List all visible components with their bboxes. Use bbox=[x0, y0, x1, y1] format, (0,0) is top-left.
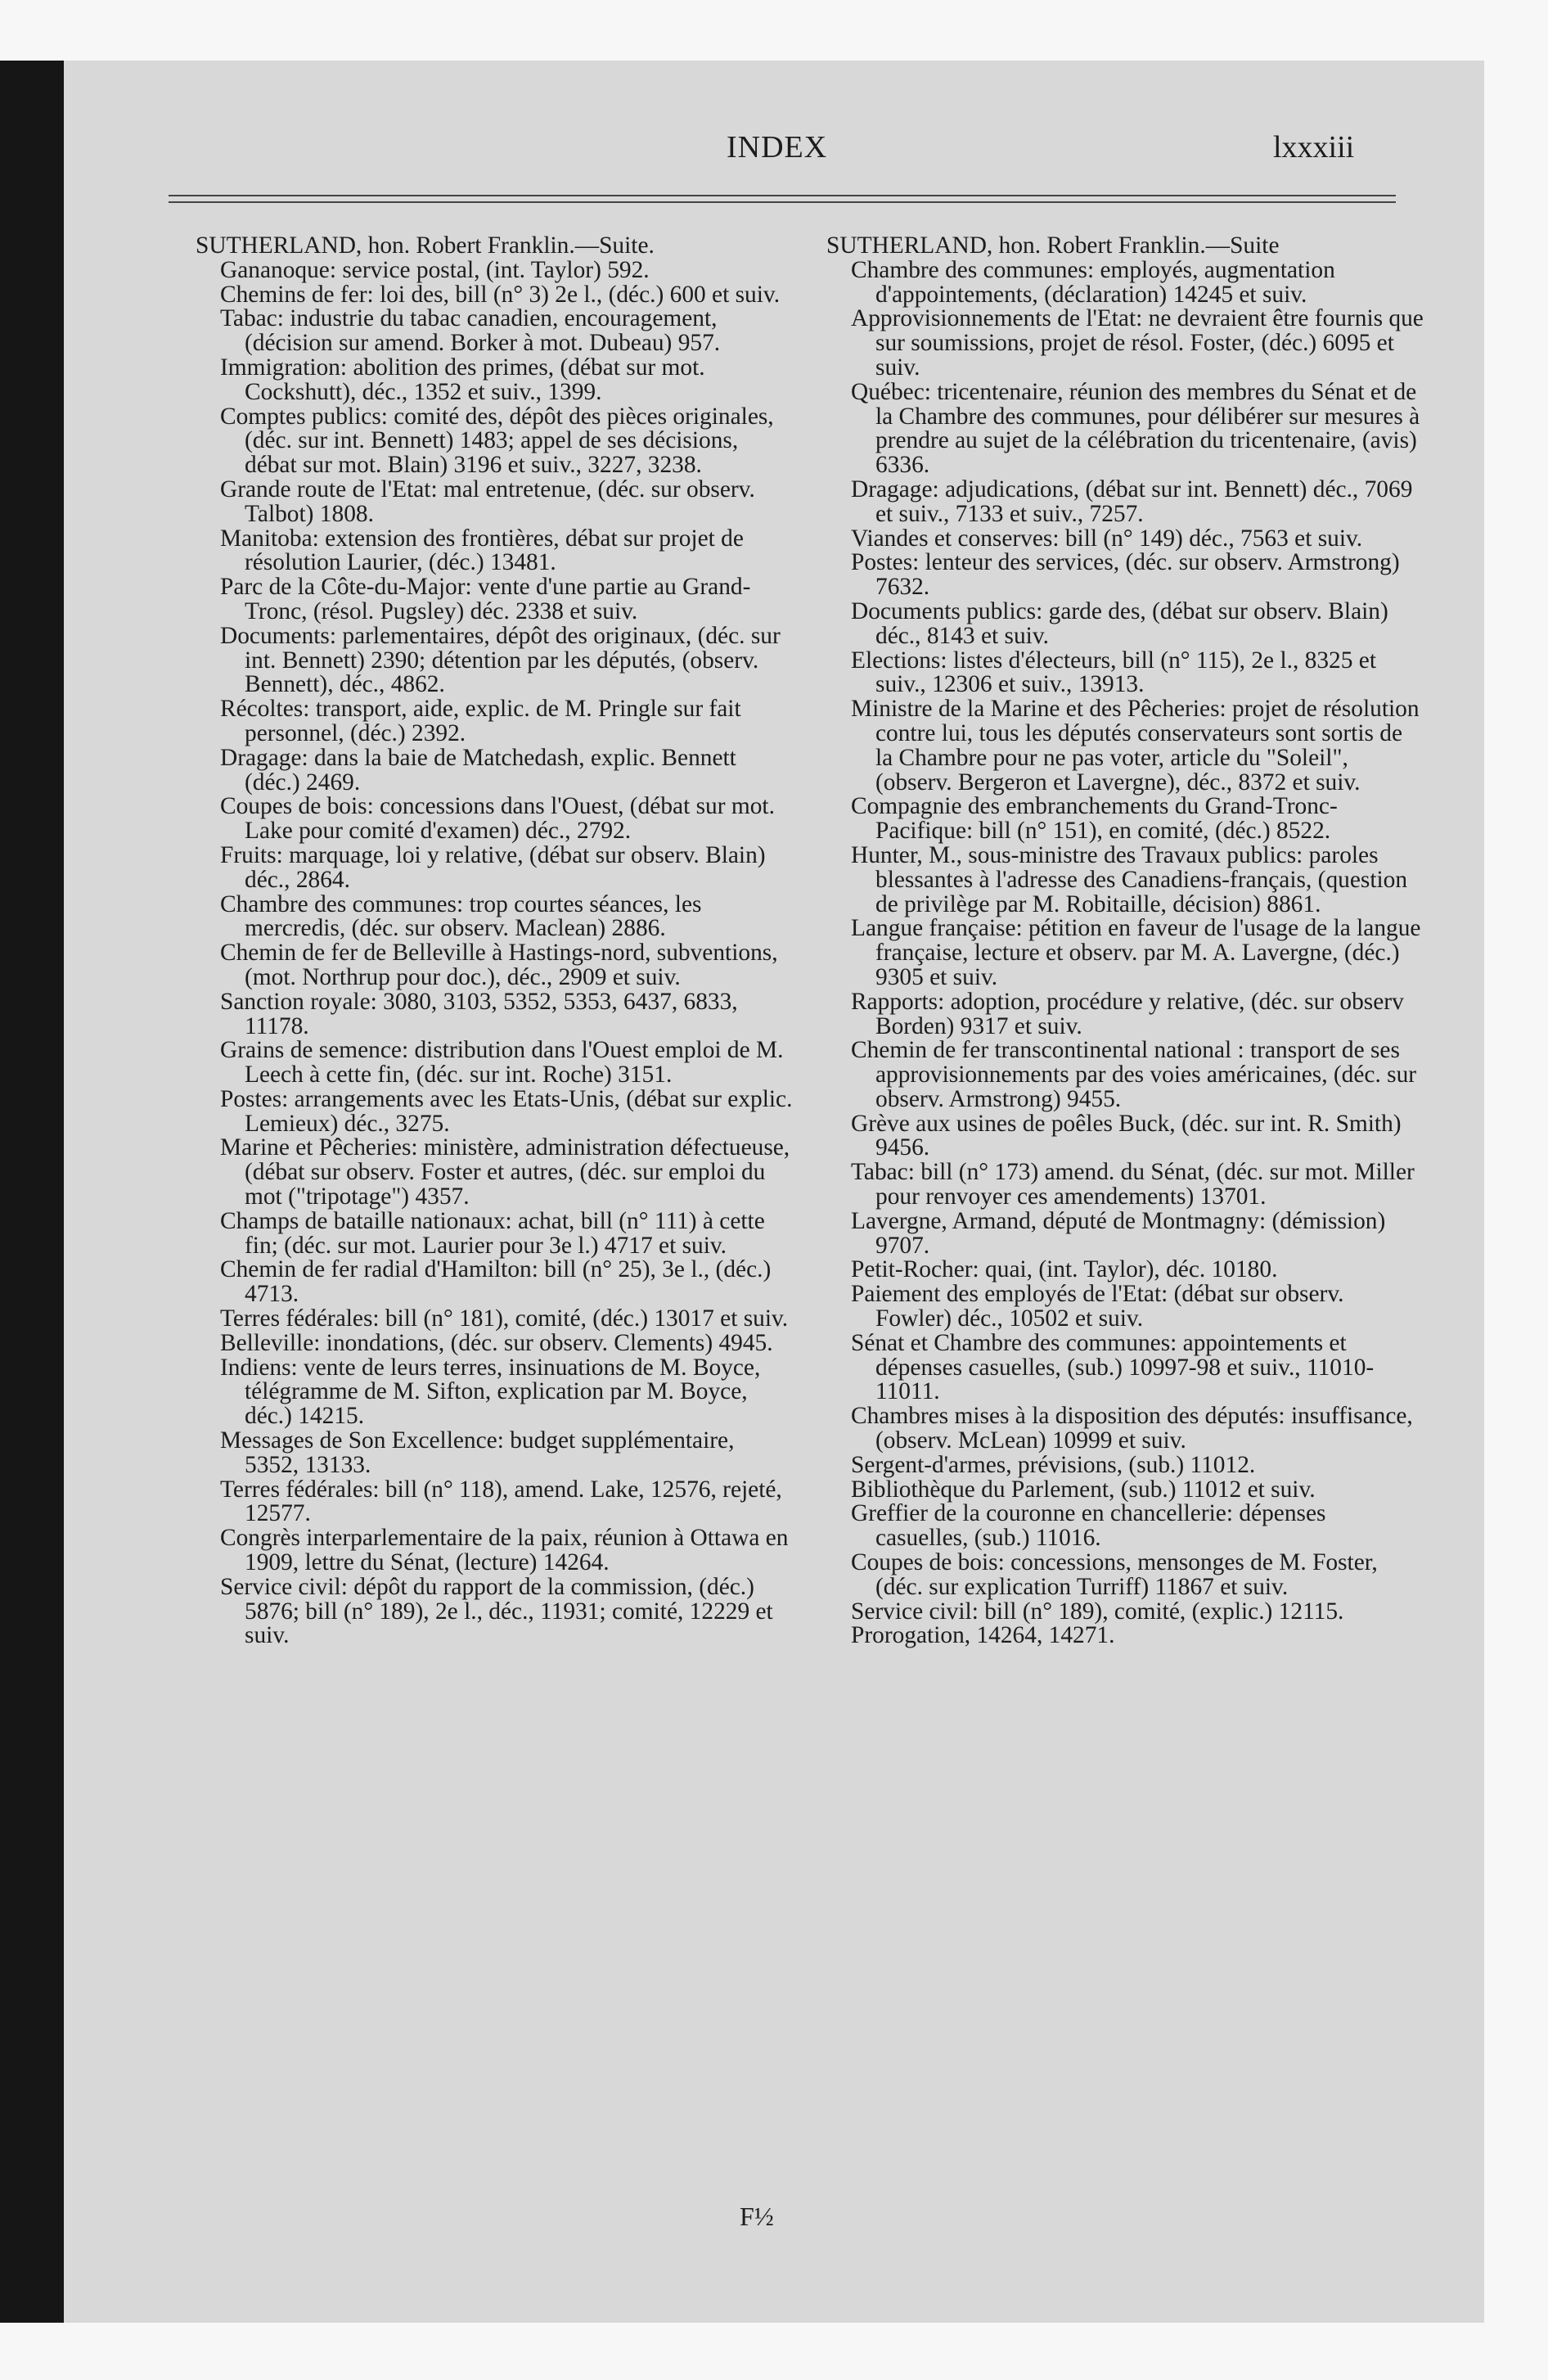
index-entry: Comptes publics: comité des, dépôt des pièces originales, (déc. sur int. Bennett) 1483; appel de ses décisions, débat sur mot. Blain) 3196 et suiv., 3227, 3238. bbox=[220, 403, 774, 479]
header-rule-bottom bbox=[169, 201, 1396, 203]
index-entry: Québec: tricentenaire, réunion des membres du Sénat et de la Chambre des communes, pour délibérer sur mesures à prendre au sujet de la célébration du tricentenaire, (avis) 6336. bbox=[851, 378, 1420, 479]
page-number: lxxxiii bbox=[1273, 130, 1355, 165]
left-column-heading: SUTHERLAND, hon. Robert Franklin.—Suite. bbox=[196, 232, 655, 259]
left-entry-list bbox=[196, 256, 793, 1649]
index-entry: Elections: listes d'électeurs, bill (n° 115), 2e l., 8325 et suiv., 12306 et suiv., 13913. bbox=[851, 647, 1377, 698]
index-entry: Immigration: abolition des primes, (débat sur mot. Cockshutt), déc., 1352 et suiv., 1399. bbox=[220, 354, 705, 405]
index-entry: Service civil: bill (n° 189), comité, (explic.) 12115. bbox=[851, 1598, 1344, 1625]
index-entry: Congrès interparlementaire de la paix, réunion à Ottawa en 1909, lettre du Sénat, (lecture) 14264. bbox=[220, 1525, 789, 1576]
index-entry: Chemins de fer: loi des, bill (n° 3) 2e l., (déc.) 600 et suiv. bbox=[220, 281, 781, 308]
index-entry: Parc de la Côte-du-Major: vente d'une partie au Grand-Tronc, (résol. Pugsley) déc. 2338 et suiv. bbox=[220, 574, 751, 624]
index-entry: Documents publics: garde des, (débat sur observ. Blain) déc., 8143 et suiv. bbox=[851, 597, 1388, 649]
index-entry: Rapports: adoption, procédure y relative, (déc. sur observ Borden) 9317 et suiv. bbox=[851, 988, 1404, 1039]
signature-mark: F½ bbox=[740, 2202, 774, 2231]
index-entry: Terres fédérales: bill (n° 118), amend. Lake, 12576, rejeté, 12577. bbox=[220, 1476, 782, 1527]
index-entry: Sanction royale: 3080, 3103, 5352, 5353, 6437, 6833, 11178. bbox=[220, 988, 738, 1039]
index-entry: Tabac: bill (n° 173) amend. du Sénat, (déc. sur mot. Miller pour renvoyer ces amendements) 13701. bbox=[851, 1159, 1415, 1210]
index-entry: Chemin de fer de Belleville à Hastings-nord, subventions, (mot. Northrup pour doc.), déc., 2909 et suiv. bbox=[220, 940, 778, 990]
index-entry: Compagnie des embranchements du Grand-Tronc-Pacifique: bill (n° 151), en comité, (déc.) 8522. bbox=[851, 793, 1338, 845]
index-entry: Bibliothèque du Parlement, (sub.) 11012 et suiv. bbox=[851, 1476, 1316, 1503]
index-entry: Champs de bataille nationaux: achat, bill (n° 111) à cette fin; (déc. sur mot. Laurier pour 3e l.) 4717 et suiv. bbox=[220, 1207, 765, 1259]
index-entry: Postes: arrangements avec les Etats-Unis, (débat sur explic. Lemieux) déc., 3275. bbox=[220, 1085, 793, 1137]
index-entry: Petit-Rocher: quai, (int. Taylor), déc. 10180. bbox=[851, 1256, 1278, 1283]
scan-margin-bottom bbox=[0, 2323, 1548, 2380]
index-entry: Grève aux usines de poêles Buck, (déc. sur int. R. Smith) 9456. bbox=[851, 1110, 1402, 1161]
index-entry: Viandes et conserves: bill (n° 149) déc., 7563 et suiv. bbox=[851, 525, 1363, 552]
index-entry: Manitoba: extension des frontières, débat sur projet de résolution Laurier, (déc.) 13481. bbox=[220, 525, 744, 576]
index-entry: Greffier de la couronne en chancellerie: dépenses casuelles, (sub.) 11016. bbox=[851, 1500, 1326, 1552]
index-entry: Lavergne, Armand, député de Montmagny: (démission) 9707. bbox=[851, 1207, 1386, 1259]
index-entry: Prorogation, 14264, 14271. bbox=[851, 1622, 1115, 1649]
index-entry: Coupes de bois: concessions dans l'Ouest, (débat sur mot. Lake pour comité d'examen) déc., 2792. bbox=[220, 793, 775, 845]
index-entry: Service civil: dépôt du rapport de la commission, (déc.) 5876; bill (n° 189), 2e l., déc., 11931; comité, 12229 et suiv. bbox=[220, 1573, 773, 1649]
index-entry: Dragage: adjudications, (débat sur int. Bennett) déc., 7069 et suiv., 7133 et suiv., 7257. bbox=[851, 476, 1413, 527]
index-entry: Chemin de fer radial d'Hamilton: bill (n° 25), 3e l., (déc.) 4713. bbox=[220, 1256, 772, 1308]
index-entry: Gananoque: service postal, (int. Taylor) 592. bbox=[220, 256, 650, 283]
scan-margin-top bbox=[0, 0, 1548, 61]
index-entry: Dragage: dans la baie de Matchedash, explic. Bennett (déc.) 2469. bbox=[220, 744, 736, 796]
right-column-heading: SUTHERLAND, hon. Robert Franklin.—Suite bbox=[826, 232, 1280, 259]
index-entry: Ministre de la Marine et des Pêcheries: projet de résolution contre lui, tous les députés conservateurs sont sortis de la Chambre pour ne pas voter, article du "Soleil", (observ. Bergeron et Lavergne), déc., 8372 et suiv. bbox=[851, 696, 1420, 796]
index-entry: Sénat et Chambre des communes: appointements et dépenses casuelles, (sub.) 10997-98 et suiv., 11010-11011. bbox=[851, 1329, 1375, 1405]
index-entry: Indiens: vente de leurs terres, insinuations de M. Boyce, télégramme de M. Sifton, explication par M. Boyce, déc.) 14215. bbox=[220, 1354, 761, 1430]
header-rule-top bbox=[169, 195, 1396, 196]
index-entry: Hunter, M., sous-ministre des Travaux publics: paroles blessantes à l'adresse des Canadiens-français, (question de privilège par M. Robitaille, décision) 8861. bbox=[851, 841, 1408, 917]
index-entry: Paiement des employés de l'Etat: (débat sur observ. Fowler) déc., 10502 et suiv. bbox=[851, 1281, 1344, 1332]
left-index-column bbox=[196, 234, 793, 1648]
index-entry: Postes: lenteur des services, (déc. sur observ. Armstrong) 7632. bbox=[851, 549, 1400, 601]
index-entry: Belleville: inondations, (déc. sur observ. Clements) 4945. bbox=[220, 1329, 773, 1356]
page-title: INDEX bbox=[727, 130, 828, 165]
index-entry: Chambres mises à la disposition des députés: insuffisance, (observ. McLean) 10999 et suiv. bbox=[851, 1403, 1413, 1454]
index-entry: Chambre des communes: trop courtes séances, les mercredis, (déc. sur observ. Maclean) 2886. bbox=[220, 890, 702, 942]
index-entry: Langue française: pétition en faveur de l'usage de la langue française, lecture et observ. par M. A. Lavergne, (déc.) 9305 et suiv. bbox=[851, 915, 1421, 990]
index-entry: Fruits: marquage, loi y relative, (débat sur observ. Blain) déc., 2864. bbox=[220, 841, 766, 893]
index-entry: Approvisionnements de l'Etat: ne devraient être fournis que sur soumissions, projet de résol. Foster, (déc.) 6095 et suiv. bbox=[851, 305, 1424, 381]
index-entry: Récoltes: transport, aide, explic. de M. Pringle sur fait personnel, (déc.) 2392. bbox=[220, 696, 741, 746]
index-entry: Coupes de bois: concessions, mensonges de M. Foster, (déc. sur explication Turriff) 11867 et suiv. bbox=[851, 1549, 1378, 1600]
index-entry: Chemin de fer transcontinental national : transport de ses approvisionnements par des voies américaines, (déc. sur observ. Armstrong) 9455. bbox=[851, 1037, 1417, 1112]
document-page bbox=[64, 61, 1484, 2323]
scan-margin-left bbox=[0, 61, 64, 2380]
index-entry: Tabac: industrie du tabac canadien, encouragement, (décision sur amend. Borker à mot. Dubeau) 957. bbox=[220, 305, 721, 357]
index-entry: Documents: parlementaires, dépôt des originaux, (déc. sur int. Bennett) 2390; détention par les députés, (observ. Bennett), déc., 4862. bbox=[220, 622, 781, 698]
index-entry: Grains de semence: distribution dans l'Ouest emploi de M. Leech à cette fin, (déc. sur int. Roche) 3151. bbox=[220, 1037, 784, 1089]
index-entry: Grande route de l'Etat: mal entretenue, (déc. sur observ. Talbot) 1808. bbox=[220, 476, 755, 527]
right-entry-list bbox=[826, 256, 1424, 1649]
right-index-column bbox=[826, 234, 1424, 1648]
index-entry: Marine et Pêcheries: ministère, administration défectueuse, (débat sur observ. Foster et autres, (déc. sur emploi du mot ("tripotage") 4357. bbox=[220, 1134, 790, 1210]
index-entry: Sergent-d'armes, prévisions, (sub.) 11012. bbox=[851, 1451, 1256, 1478]
scan-margin-right bbox=[1484, 61, 1548, 2380]
index-entry: Terres fédérales: bill (n° 181), comité, (déc.) 13017 et suiv. bbox=[220, 1305, 789, 1332]
index-entry: Chambre des communes: employés, augmentation d'appointements, (déclaration) 14245 et suiv. bbox=[851, 256, 1335, 308]
index-entry: Messages de Son Excellence: budget supplémentaire, 5352, 13133. bbox=[220, 1427, 735, 1478]
